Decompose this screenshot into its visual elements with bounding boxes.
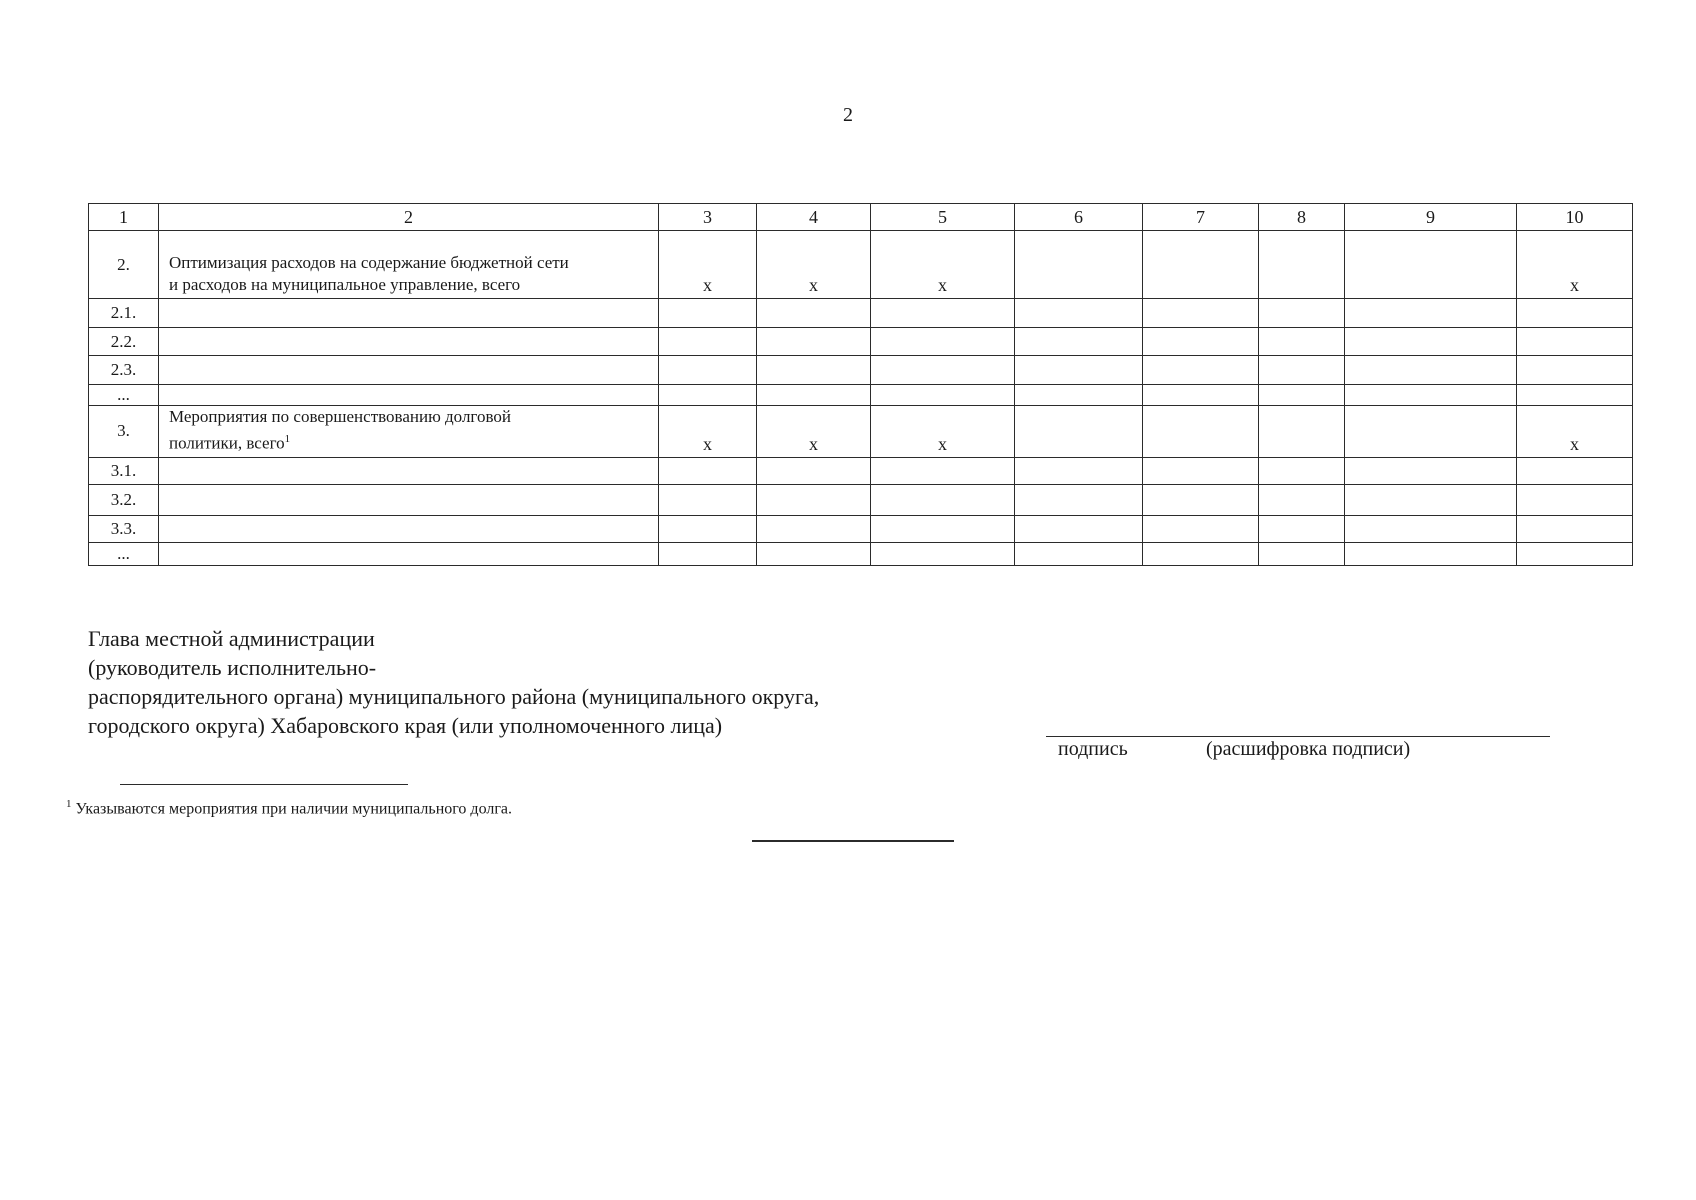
column-number: 2 bbox=[159, 204, 659, 231]
not-applicable-mark: х bbox=[757, 231, 871, 299]
column-number: 8 bbox=[1259, 204, 1345, 231]
table-cell bbox=[1345, 484, 1517, 515]
table-cell bbox=[1345, 328, 1517, 356]
not-applicable-mark: х bbox=[1517, 231, 1633, 299]
table-cell bbox=[659, 356, 757, 385]
table-cell bbox=[659, 515, 757, 542]
table-cell bbox=[1143, 542, 1259, 565]
table-row bbox=[89, 515, 1633, 542]
table-cell bbox=[1143, 385, 1259, 406]
table-cell bbox=[659, 457, 757, 484]
table-cell bbox=[659, 484, 757, 515]
table-cell bbox=[1345, 515, 1517, 542]
table-cell bbox=[159, 328, 659, 356]
table-cell bbox=[659, 542, 757, 565]
table-cell bbox=[1517, 356, 1633, 385]
table-cell bbox=[757, 542, 871, 565]
table-cell bbox=[159, 356, 659, 385]
table-cell bbox=[757, 515, 871, 542]
row-number: 3.3. bbox=[89, 515, 159, 542]
table-cell bbox=[1015, 356, 1143, 385]
table-cell bbox=[1259, 406, 1345, 458]
column-number: 5 bbox=[871, 204, 1015, 231]
table-cell bbox=[1259, 328, 1345, 356]
table-cell bbox=[1015, 542, 1143, 565]
table-cell bbox=[1143, 457, 1259, 484]
signatory-title-line: Глава местной администрации bbox=[88, 626, 375, 651]
signatory-title-line: городского округа) Хабаровского края (или уполномоченного лица) bbox=[88, 713, 723, 738]
table-cell bbox=[1259, 484, 1345, 515]
table-cell bbox=[1143, 299, 1259, 328]
table-cell bbox=[1259, 542, 1345, 565]
footnote-text: Указываются мероприятия при наличии муниципального долга. bbox=[75, 800, 512, 818]
row-description-text: политики, всего bbox=[169, 433, 285, 453]
table-row bbox=[89, 484, 1633, 515]
table-cell bbox=[1517, 328, 1633, 356]
column-number: 1 bbox=[89, 204, 159, 231]
table-cell bbox=[1143, 406, 1259, 458]
table-cell bbox=[757, 457, 871, 484]
table-cell bbox=[1015, 457, 1143, 484]
table-cell bbox=[1015, 406, 1143, 458]
table-cell bbox=[757, 328, 871, 356]
row-number: ... bbox=[89, 542, 159, 565]
column-number: 9 bbox=[1345, 204, 1517, 231]
table-cell bbox=[871, 299, 1015, 328]
table-cell bbox=[1345, 385, 1517, 406]
measures-table bbox=[88, 203, 1633, 566]
row-description-line: и расходов на муниципальное управление, всего bbox=[169, 275, 521, 294]
section-row bbox=[89, 231, 1633, 299]
table-cell bbox=[1517, 542, 1633, 565]
table-cell bbox=[1345, 299, 1517, 328]
footnote bbox=[66, 798, 512, 818]
table-row bbox=[89, 457, 1633, 484]
table-cell bbox=[871, 457, 1015, 484]
table-cell bbox=[1143, 231, 1259, 299]
not-applicable-mark: х bbox=[1517, 406, 1633, 458]
column-number-row bbox=[89, 204, 1633, 231]
column-number: 6 bbox=[1015, 204, 1143, 231]
table-cell bbox=[1345, 457, 1517, 484]
table-cell bbox=[1345, 356, 1517, 385]
signature-caption: подпись bbox=[1058, 738, 1128, 760]
table-cell bbox=[1345, 231, 1517, 299]
table-cell bbox=[159, 515, 659, 542]
table-cell bbox=[871, 356, 1015, 385]
table-cell bbox=[1015, 231, 1143, 299]
row-number: 3.2. bbox=[89, 484, 159, 515]
column-number: 4 bbox=[757, 204, 871, 231]
table-cell bbox=[659, 299, 757, 328]
table-cell bbox=[659, 328, 757, 356]
table-row bbox=[89, 299, 1633, 328]
row-number: 2.3. bbox=[89, 356, 159, 385]
table-cell bbox=[871, 515, 1015, 542]
table-cell bbox=[1143, 328, 1259, 356]
footnote-reference: 1 bbox=[284, 433, 291, 445]
column-number: 7 bbox=[1143, 204, 1259, 231]
table-cell bbox=[1015, 484, 1143, 515]
table-cell bbox=[1259, 299, 1345, 328]
end-of-document-rule bbox=[752, 840, 954, 842]
row-number: 3.1. bbox=[89, 457, 159, 484]
table-cell bbox=[1259, 356, 1345, 385]
row-number: ... bbox=[89, 385, 159, 406]
table-cell bbox=[159, 542, 659, 565]
table-cell bbox=[757, 356, 871, 385]
row-description-line: Мероприятия по совершенствованию долговой bbox=[169, 407, 511, 426]
table-cell bbox=[1015, 385, 1143, 406]
not-applicable-mark: х bbox=[757, 406, 871, 458]
table-cell bbox=[159, 385, 659, 406]
table-row bbox=[89, 328, 1633, 356]
table-cell bbox=[757, 299, 871, 328]
table-cell bbox=[1259, 515, 1345, 542]
not-applicable-mark: х bbox=[871, 406, 1015, 458]
signature-decoding-caption: (расшифровка подписи) bbox=[1206, 738, 1411, 760]
column-number: 3 bbox=[659, 204, 757, 231]
table-cell bbox=[1259, 231, 1345, 299]
table-cell bbox=[1517, 457, 1633, 484]
table-cell bbox=[1143, 356, 1259, 385]
table-row bbox=[89, 542, 1633, 565]
not-applicable-mark: х bbox=[659, 406, 757, 458]
table-cell bbox=[1259, 457, 1345, 484]
table-cell bbox=[1015, 515, 1143, 542]
row-description-line bbox=[169, 428, 650, 455]
table-cell bbox=[1143, 515, 1259, 542]
table-cell bbox=[871, 385, 1015, 406]
signatory-title bbox=[88, 624, 819, 740]
table-cell bbox=[1345, 406, 1517, 458]
column-number: 10 bbox=[1517, 204, 1633, 231]
signatory-title-line: (руководитель исполнительно- bbox=[88, 655, 377, 680]
signature-line bbox=[1046, 736, 1550, 737]
row-description bbox=[159, 231, 659, 299]
table-cell bbox=[871, 328, 1015, 356]
table-cell bbox=[1517, 299, 1633, 328]
not-applicable-mark: х bbox=[659, 231, 757, 299]
table-cell bbox=[1143, 484, 1259, 515]
row-number: 2.2. bbox=[89, 328, 159, 356]
table-cell bbox=[871, 484, 1015, 515]
table-cell bbox=[871, 542, 1015, 565]
not-applicable-mark: х bbox=[871, 231, 1015, 299]
table-cell bbox=[659, 385, 757, 406]
table-cell bbox=[1517, 385, 1633, 406]
table-cell bbox=[1517, 515, 1633, 542]
signatory-title-line: распорядительного органа) муниципального района (муниципального округа, bbox=[88, 684, 820, 709]
row-number: 2. bbox=[89, 231, 159, 299]
table-cell bbox=[1015, 328, 1143, 356]
page-number: 2 bbox=[843, 104, 853, 126]
table-cell bbox=[1345, 542, 1517, 565]
table-cell bbox=[159, 457, 659, 484]
row-number: 3. bbox=[89, 406, 159, 458]
table-cell bbox=[159, 299, 659, 328]
row-number: 2.1. bbox=[89, 299, 159, 328]
section-row bbox=[89, 406, 1633, 458]
footnote-separator bbox=[120, 784, 408, 785]
table-row bbox=[89, 356, 1633, 385]
table-cell bbox=[1517, 484, 1633, 515]
table-cell bbox=[159, 484, 659, 515]
row-description-line: Оптимизация расходов на содержание бюджетной сети bbox=[169, 253, 569, 272]
table-cell bbox=[1259, 385, 1345, 406]
table-cell bbox=[1015, 299, 1143, 328]
table-cell bbox=[757, 385, 871, 406]
footnote-marker: 1 bbox=[66, 798, 72, 810]
row-description bbox=[159, 406, 659, 458]
table-row bbox=[89, 385, 1633, 406]
table-cell bbox=[757, 484, 871, 515]
